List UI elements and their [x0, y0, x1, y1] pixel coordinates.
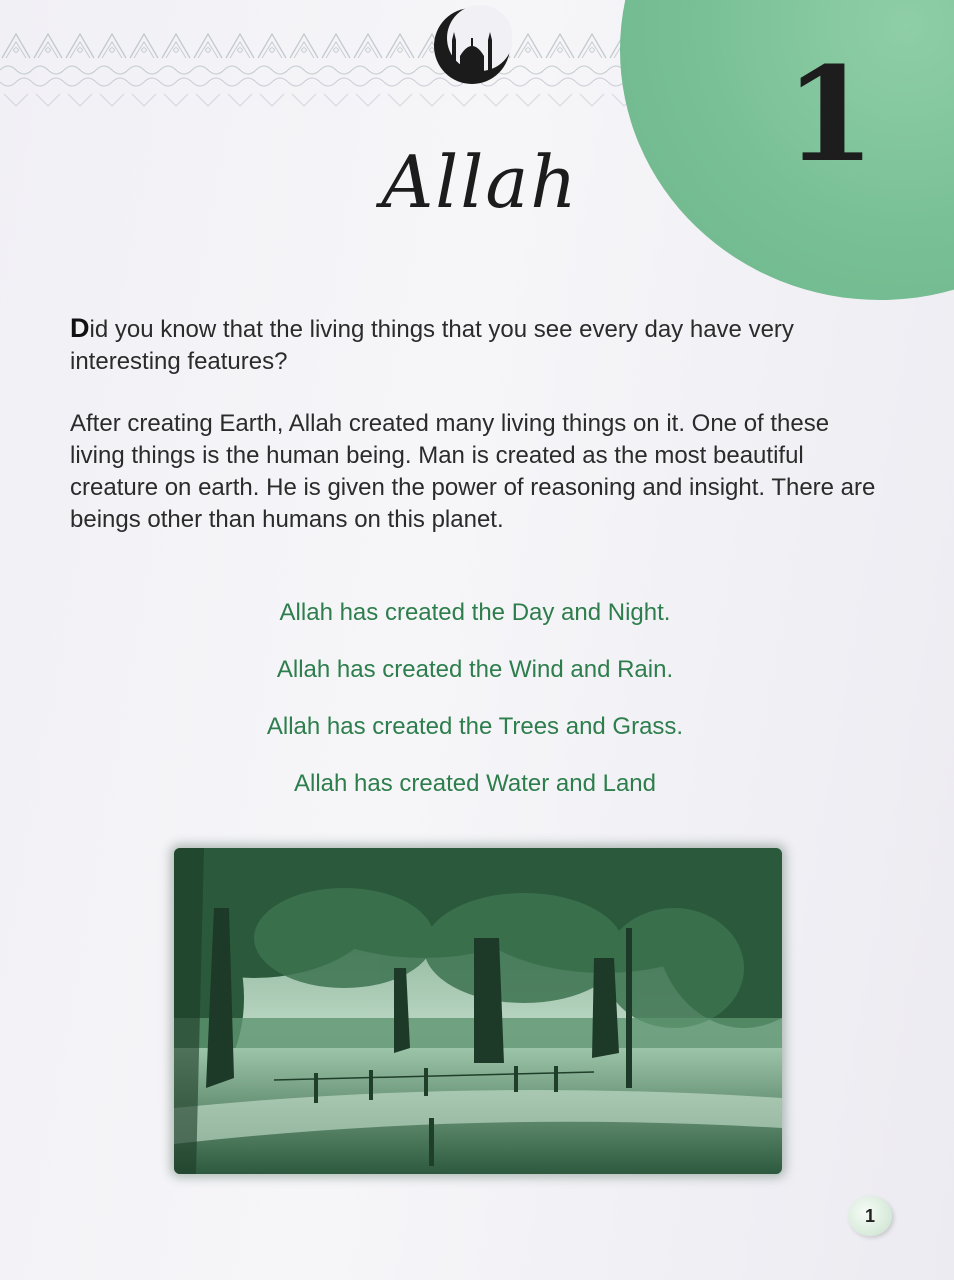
- chapter-number: 1: [784, 38, 876, 191]
- fact-item: Allah has created the Day and Night.: [279, 599, 671, 626]
- park-trees-photo: [174, 848, 782, 1174]
- facts-list: [120, 596, 830, 824]
- intro-text: id you know that the living things that you see every day have very interesting features?: [70, 316, 794, 375]
- page-number: 1: [848, 1196, 892, 1236]
- fact-item: Allah has created the Trees and Grass.: [266, 713, 684, 740]
- intro-paragraph: [70, 312, 880, 378]
- ornamental-border: [0, 28, 640, 118]
- dropcap-letter: D: [70, 313, 90, 343]
- fact-item: Allah has created Water and Land: [293, 770, 656, 797]
- mosque-crescent-icon: [432, 2, 512, 86]
- body-paragraph: After creating Earth, Allah created many living things on it. One of these living things is the human being. Man is created as the most beautiful creature on earth. He is given the power of reasoning and insight. There are beings other than humans on this planet.: [70, 410, 876, 533]
- chapter-title: Allah: [381, 140, 579, 224]
- fact-item: Allah has created the Wind and Rain.: [276, 656, 674, 683]
